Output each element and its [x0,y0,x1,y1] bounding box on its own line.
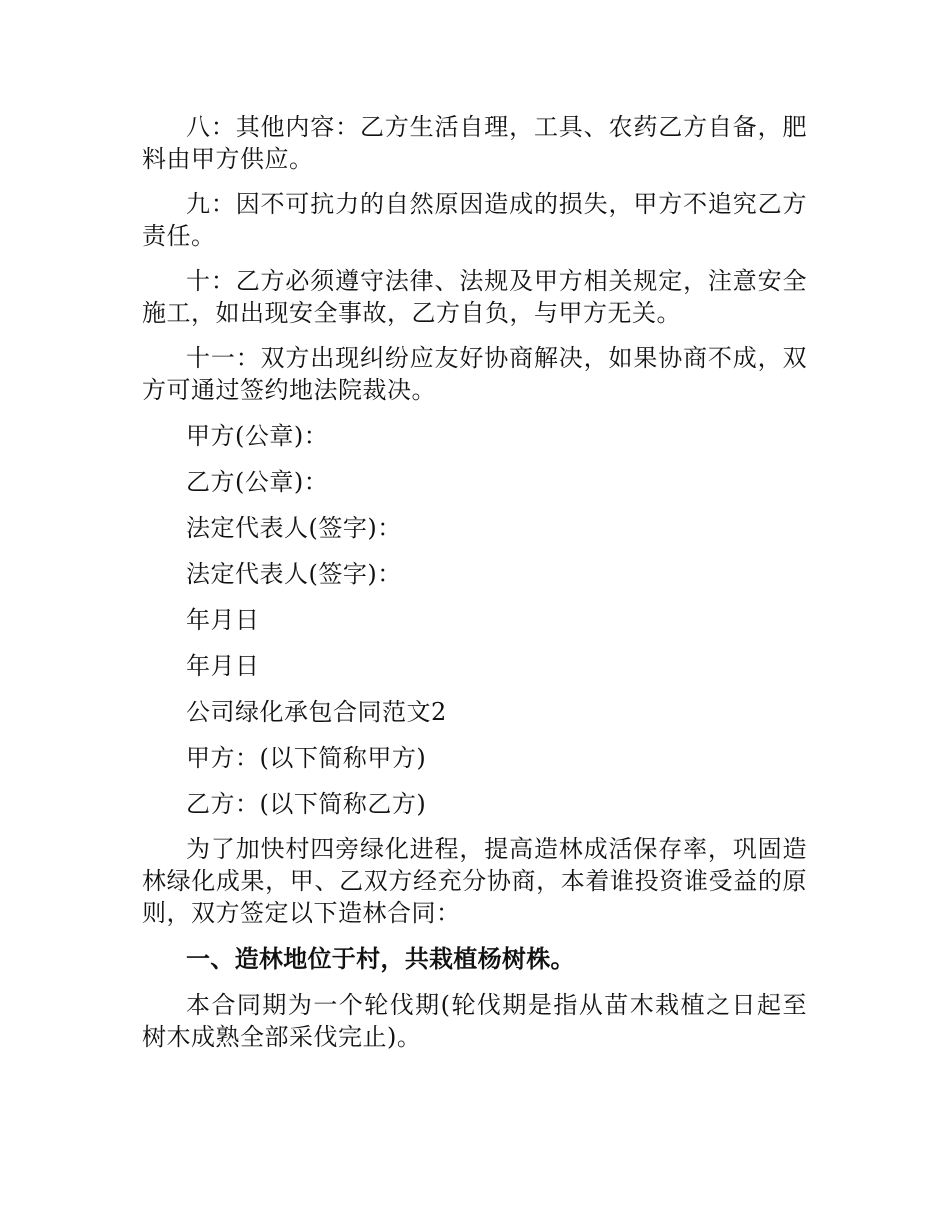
clause-eleven: 十一：双方出现纠纷应友好协商解决，如果协商不成，双方可通过签约地法院裁决。 [142,344,807,404]
legal-rep-signature-b: 法定代表人(签字)： [186,560,402,588]
date-line-b: 年月日 [186,652,260,680]
party-b-seal: 乙方(公章)： [186,468,329,496]
preamble-paragraph: 为了加快村四旁绿化进程，提高造林成活保存率，巩固造林绿化成果，甲、乙双方经充分协商，本着谁投资谁受益的原则，双方签定以下造林合同： [142,835,807,927]
date-line-a: 年月日 [186,606,260,634]
contract-term-paragraph: 本合同期为一个轮伐期(轮伐期是指从苗木栽植之日起至树木成熟全部采伐完止)。 [142,991,807,1051]
clause-one-heading: 一、造林地位于村，共栽植杨树株。 [186,945,575,973]
section-title: 公司绿化承包合同范文2 [186,698,447,726]
legal-rep-signature-a: 法定代表人(签字)： [186,514,402,542]
clause-eight: 八：其他内容：乙方生活自理，工具、农药乙方自备，肥料由甲方供应。 [142,113,807,173]
clause-ten: 十：乙方必须遵守法律、法规及甲方相关规定，注意安全施工，如出现安全事故，乙方自负，与甲方无关。 [142,267,807,327]
party-a-seal: 甲方(公章)： [186,422,329,450]
party-b-line: 乙方：(以下简称乙方) [186,790,427,818]
document-body [142,111,807,1053]
party-a-line: 甲方：(以下简称甲方) [186,744,427,772]
clause-nine: 九：因不可抗力的自然原因造成的损失，甲方不追究乙方责任。 [142,190,807,250]
